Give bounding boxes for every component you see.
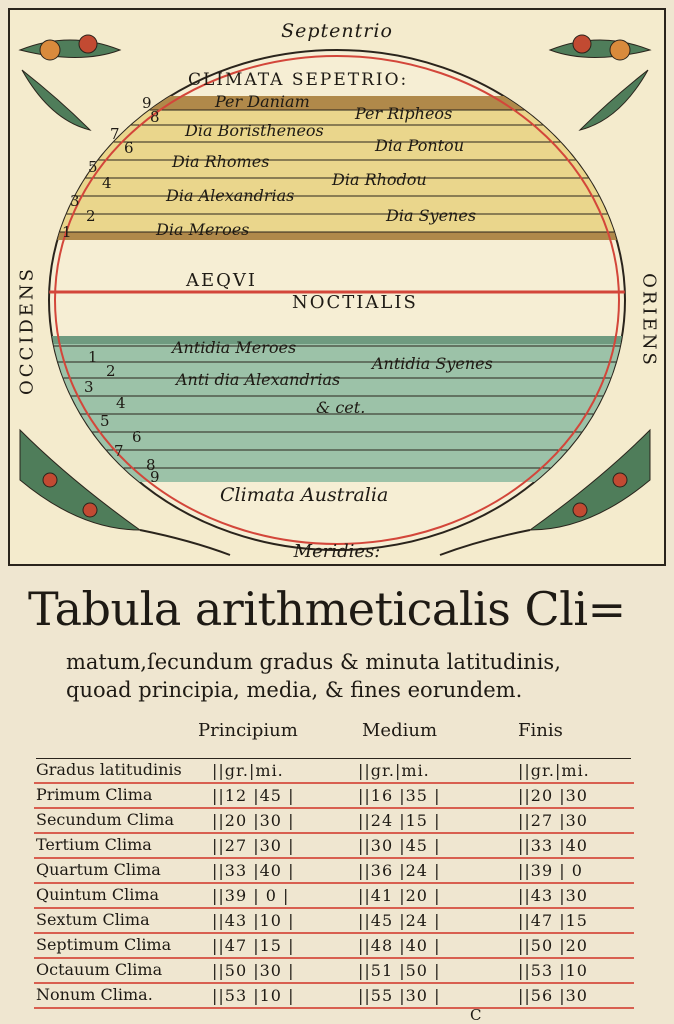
- table-row: [36, 858, 636, 883]
- woodcut-plate: [8, 8, 666, 566]
- climate-number: 7: [110, 125, 120, 143]
- climate-number: 1: [62, 223, 72, 241]
- cell: ||39 | 0: [518, 861, 583, 880]
- east-label: ORIENS: [638, 273, 660, 368]
- cell: ||gr.|mi.: [212, 761, 284, 780]
- row-name: Octauum Clima: [36, 960, 163, 979]
- cell: ||gr.|mi.: [518, 761, 590, 780]
- cell: ||33 |40 |: [212, 861, 295, 880]
- cell: ||27 |30 |: [212, 836, 295, 855]
- row-name: Quintum Clima: [36, 885, 160, 904]
- cell: ||50 |30 |: [212, 961, 295, 980]
- cell: ||27 |30: [518, 811, 588, 830]
- climate-number: 3: [70, 192, 80, 210]
- cell: ||55 |30 |: [358, 986, 441, 1005]
- cell: ||24 |15 |: [358, 811, 441, 830]
- signature-mark: C: [470, 1006, 482, 1024]
- climate-label: Dia Pontou: [375, 136, 464, 155]
- cell: ||36 |24 |: [358, 861, 441, 880]
- table-row: [36, 908, 636, 933]
- southern-climate-number: 4: [116, 394, 126, 412]
- cell: ||51 |50 |: [358, 961, 441, 980]
- row-name: Secundum Clima: [36, 810, 174, 829]
- cell: ||47 |15 |: [212, 936, 295, 955]
- row-name: Gradus latitudinis: [36, 760, 182, 779]
- southern-climate-label: Antidia Syenes: [372, 354, 493, 373]
- climate-label: Dia Boristheneos: [185, 121, 324, 140]
- top-left-ornament: [20, 35, 120, 130]
- subtitle-line-2: matum,ſecundum gradus & minuta latitudinis,: [66, 650, 561, 674]
- west-label: OCCIDENS: [16, 265, 38, 396]
- cell: ||43 |10 |: [212, 911, 295, 930]
- climate-label: Dia Rhodou: [332, 170, 427, 189]
- southern-climate-label: Antidia Meroes: [172, 338, 297, 357]
- cell: ||41 |20 |: [358, 886, 441, 905]
- southern-heading: Climata Australia: [220, 484, 389, 506]
- row-name: Primum Clima: [36, 785, 153, 804]
- row-name: Quartum Clima: [36, 860, 161, 879]
- top-right-ornament: [550, 35, 650, 130]
- climate-label: Dia Syenes: [386, 206, 477, 225]
- row-name: Sextum Clima: [36, 910, 150, 929]
- cell: ||30 |45 |: [358, 836, 441, 855]
- equator-label-2: NOCTIALIS: [292, 292, 418, 313]
- southern-climate-number: 5: [100, 412, 110, 430]
- cell: ||47 |15: [518, 911, 588, 930]
- northern-ochre-edge: [40, 96, 640, 110]
- row-name: Tertium Clima: [36, 835, 152, 854]
- southern-climate-number: 2: [106, 362, 116, 380]
- northern-heading: CLIMATA SEPETRIO:: [188, 70, 409, 90]
- row-name: Septimum Clima: [36, 935, 172, 954]
- southern-climate-number: 7: [114, 442, 124, 460]
- cell: ||53 |10 |: [212, 986, 295, 1005]
- table-row: [36, 833, 636, 858]
- southern-climate-number: 1: [88, 348, 98, 366]
- page-title: [28, 582, 626, 636]
- cell: ||53 |10: [518, 961, 588, 980]
- cell: ||50 |20: [518, 936, 588, 955]
- southern-climate-number: 3: [84, 378, 94, 396]
- cell: ||39 | 0 |: [212, 886, 290, 905]
- climate-label: Dia Alexandrias: [166, 186, 295, 205]
- table-row: [36, 958, 636, 983]
- climate-number: 2: [86, 207, 96, 225]
- cell: ||48 |40 |: [358, 936, 441, 955]
- climate-label: Per Ripheos: [355, 104, 453, 123]
- climate-label: Per Daniam: [215, 92, 310, 111]
- table-row: [36, 883, 636, 908]
- cell: ||20 |30: [518, 786, 588, 805]
- subtitle-line-3: quoad principia, media, & fines eorundem.: [66, 678, 523, 702]
- row-name: Nonum Clima.: [36, 985, 153, 1004]
- table-row: [36, 808, 636, 833]
- southern-climate-label: & cet.: [316, 398, 366, 417]
- globe-illustration: [10, 10, 664, 564]
- title-line-1: Tabula arithmeticalis Cli=: [28, 582, 626, 636]
- southern-climate-number: 9: [150, 468, 160, 486]
- table-header-row: [36, 758, 636, 783]
- climate-label: Dia Rhomes: [172, 152, 270, 171]
- column-header-medium: Medium: [362, 720, 438, 741]
- table-row: [36, 983, 636, 1008]
- cell: ||56 |30: [518, 986, 588, 1005]
- table-row: [36, 933, 636, 958]
- climate-number: 9: [142, 94, 152, 112]
- climate-number: 8: [150, 108, 160, 126]
- southern-climate-number: 8: [146, 456, 156, 474]
- climate-number: 4: [102, 174, 112, 192]
- cell: ||16 |35 |: [358, 786, 441, 805]
- cell: ||33 |40: [518, 836, 588, 855]
- column-header-finis: Finis: [518, 720, 563, 741]
- climate-number: 5: [88, 158, 98, 176]
- column-header-principium: Principium: [198, 720, 298, 741]
- cell: ||20 |30 |: [212, 811, 295, 830]
- northern-climate-band: [40, 96, 640, 236]
- cell: ||43 |30: [518, 886, 588, 905]
- southern-climate-label: Anti dia Alexandrias: [176, 370, 341, 389]
- climate-label: Dia Meroes: [156, 220, 250, 239]
- cell: ||12 |45 |: [212, 786, 295, 805]
- southern-climate-number: 6: [132, 428, 142, 446]
- cell: ||gr.|mi.: [358, 761, 430, 780]
- table-row: [36, 783, 636, 808]
- south-label: Meridies:: [293, 541, 381, 562]
- cell: ||45 |24 |: [358, 911, 441, 930]
- north-label: Septentrio: [281, 20, 393, 42]
- climate-number: 6: [124, 139, 134, 157]
- equator-label-1: AEQVI: [186, 270, 258, 291]
